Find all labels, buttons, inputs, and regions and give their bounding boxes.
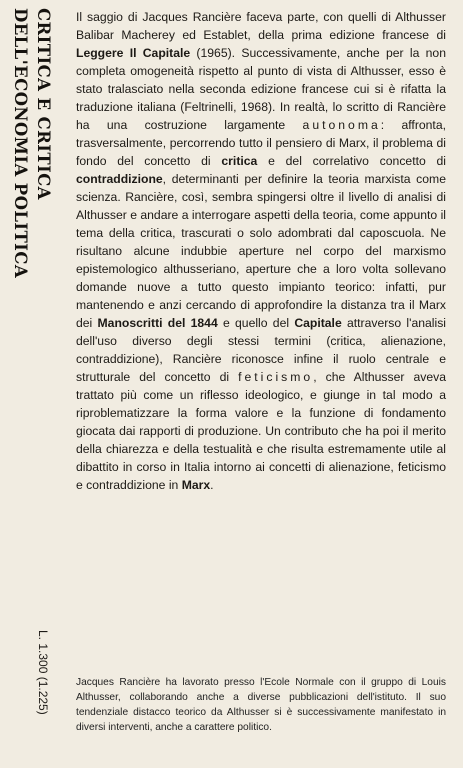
blurb-run: : affronta, trasversalmente, percorrendo tutto il pensiero di Marx, il problema di fondo del concetto di <box>76 118 446 168</box>
blurb-run: , determinanti per definire la teoria marxista come scienza. Rancière, così, sembra spingersi oltre il livello di analisi di Althusser e andare a interrogare aspetti della teoria, come appunto il tema della critica, trascurati o solo adombrati dal caposcuola. Ne risultano alcune indubbie aperture nel corpo del marxismo epistemologico althusseriano, aperture che a loro volta sollevano domande nuove a tutto questo impianto teorico: infatti, pur mantenendo e anzi cercando di approfondire la distanza tra il Marx dei <box>76 172 446 330</box>
blurb-bold-title: Manoscritti del 1844 <box>97 316 218 330</box>
spine-title <box>3 8 55 648</box>
blurb-run: e quello del <box>217 316 295 330</box>
blurb-spaced-word: autonoma <box>302 118 381 132</box>
blurb-run: Il saggio di Jacques Rancière faceva parte, con quelli di Althusser Balibar Macherey ed Establet, della prima edizione francese di <box>76 10 446 42</box>
blurb-run: , che Althusser aveva trattato più come un riflesso ideologico, e giunge in tal modo a riproblematizzare la forma valore e la funzione di fondamento giocata dai rapporti di produzione. Un contributo che ha poi il merito della chiarezza e della testualità e che risulta estremamente utile al dibattito in corso in Italia intorno ai concetti di alienazione, feticismo e contraddizione in <box>76 370 446 492</box>
blurb-bold-term: critica <box>221 154 258 168</box>
blurb-bold-term: Marx <box>181 478 211 492</box>
blurb-run: e del correlativo concetto di <box>257 154 446 168</box>
blurb-spaced-word: feticismo <box>238 370 314 384</box>
spine-title-line-1: CRITICA E CRITICA <box>34 8 53 200</box>
author-note: Jacques Rancière ha lavorato presso l'Ecole Normale con il gruppo di Louis Althusser, collaborando anche a diverse pubblicazioni dell'istituto. Il suo tendenziale distacco teorico da Althusser si è successivamente manifestato in diversi interventi, anche a carattere politico. <box>76 677 446 733</box>
blurb-bold-term: contraddizione <box>76 172 163 186</box>
blurb-run: (1965). Successivamente, anche per la non completa omogeneità rispetto al punto di vista di Althusser, esso è stato tralasciato nella seconda edizione francese cui si è rifatta la traduzione italiana (Feltrinelli, 1968). In realtà, lo scritto di Rancière ha una costruzione largamente <box>76 46 446 132</box>
blurb-bold-title: Leggere Il Capitale <box>76 46 191 60</box>
blurb-bold-title: Capitale <box>294 316 342 330</box>
spine-title-line-2: DELL'ECONOMIA POLITICA <box>11 8 30 279</box>
blurb-text <box>76 8 446 494</box>
blurb-run: . <box>210 478 214 492</box>
blurb-paragraph <box>76 8 446 494</box>
price-label: L. 1.300 (1.225) <box>36 630 50 715</box>
blurb-run: attraverso l'analisi dell'uso diverso degli stessi termini (critica, alienazione, contraddizione), Rancière riconosce infine il ruolo centrale e strutturale del concetto di <box>76 316 446 384</box>
